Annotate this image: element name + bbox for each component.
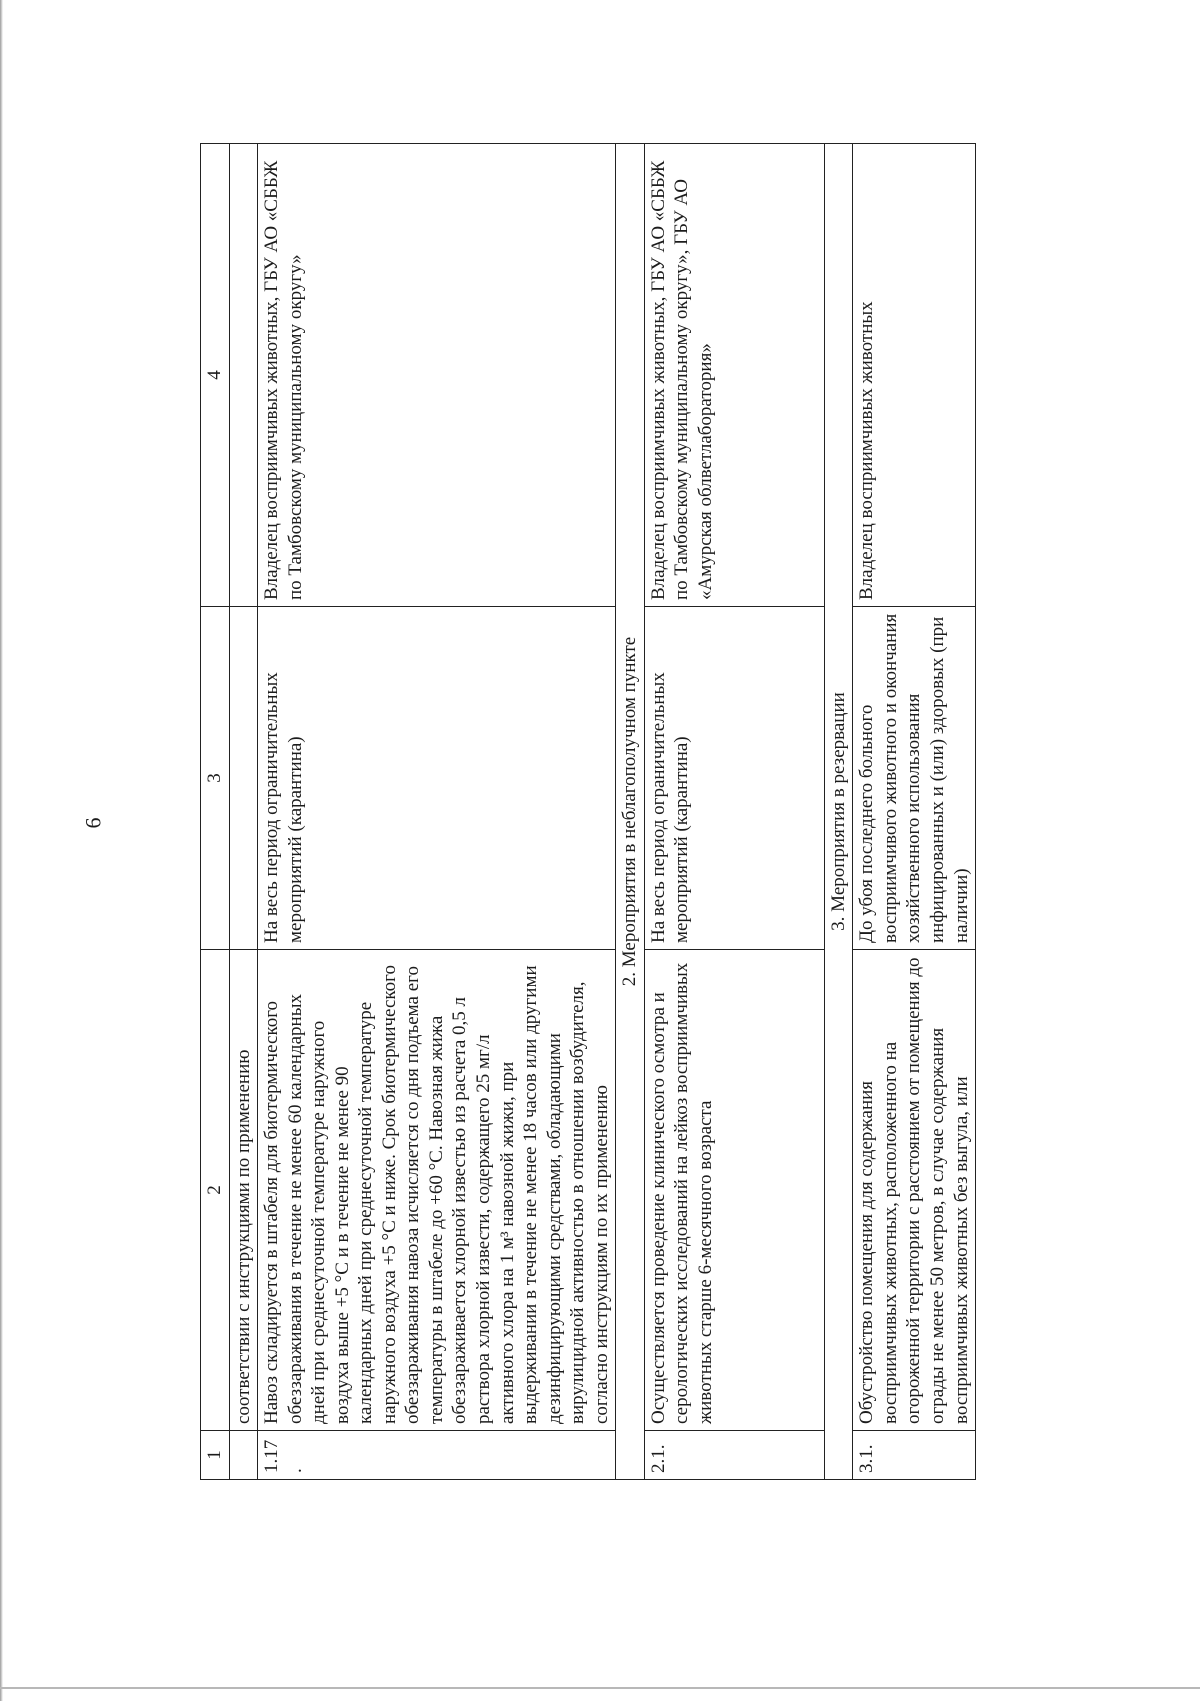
measure-text: Обустройство помещения для содержания восприимчивых животных, расположенного на огороженной территории с расстоянием от помещения до ограды не менее 50 метров, в случае содержания восприимчивых животных без выгула, или bbox=[853, 950, 976, 1431]
page-number: 6 bbox=[80, 817, 106, 829]
section-title: 2. Мероприятия в неблагополучном пункте bbox=[616, 144, 645, 1480]
row-number: 2.1. bbox=[644, 1431, 824, 1480]
scan-edge bbox=[0, 0, 3, 1701]
empty-cell bbox=[229, 1431, 258, 1480]
table-row bbox=[258, 144, 616, 1480]
table-row bbox=[853, 144, 976, 1480]
responsible-text: Владелец восприимчивых животных, ГБУ АО «СББЖ по Тамбовскому муниципальному округу», ГБУ АО «Амурская облветлаборатория» bbox=[644, 144, 824, 607]
scan-bottom-line bbox=[0, 1687, 1200, 1689]
continuation-row bbox=[229, 144, 258, 1480]
measures-table bbox=[200, 143, 976, 1480]
period-text: На весь период ограничительных мероприятий (карантина) bbox=[644, 607, 824, 950]
column-header-3: 3 bbox=[201, 607, 230, 950]
column-header-4: 4 bbox=[201, 144, 230, 607]
continuation-text: соответствии с инструкциями по применению bbox=[229, 950, 258, 1431]
empty-cell bbox=[229, 144, 258, 607]
table-header-row bbox=[201, 144, 230, 1480]
column-header-2: 2 bbox=[201, 950, 230, 1431]
section-header-row bbox=[824, 144, 853, 1480]
table-row bbox=[644, 144, 824, 1480]
section-title: 3. Мероприятия в резервации bbox=[824, 144, 853, 1480]
responsible-text: Владелец восприимчивых животных, ГБУ АО «СББЖ по Тамбовскому муниципальному округу» bbox=[258, 144, 616, 607]
empty-cell bbox=[229, 607, 258, 950]
row-number: 1.17. bbox=[258, 1431, 616, 1480]
measure-text: Осуществляется проведение клинического осмотра и серологических исследований на лейкоз восприимчивых животных старше 6-месячного возраста bbox=[644, 950, 824, 1431]
period-text: До убоя последнего больного восприимчивого животного и окончания хозяйственного использования инфицированных и (или) здоровых (при наличии) bbox=[853, 607, 976, 950]
responsible-text: Владелец восприимчивых животных bbox=[853, 144, 976, 607]
rotated-table-container bbox=[200, 150, 970, 1480]
measure-text: Навоз складируется в штабеля для биотермического обеззараживания в течение не менее 60 календарных дней при среднесуточной температуре наружного воздуха выше +5 °С и в течение не менее 90 календарных дней при среднесуточной температуре наружного воздуха +5 °С и ниже. Срок биотермического обеззараживания навоза исчисляется со дня подъема его температуры в штабеле до +60 °С. Навозная жижа обеззараживается хлорной известью из расчета 0,5 л раствора хлорной извести, содержащего 25 мг/л активного хлора на 1 м³ навозной жижи, при выдерживании в течение не менее 18 часов или другими дезинфицирующими средствами, обладающими вирулицидной активностью в отношении возбудителя, согласно инструкциям по их применению bbox=[258, 950, 616, 1431]
period-text: На весь период ограничительных мероприятий (карантина) bbox=[258, 607, 616, 950]
section-header-row bbox=[616, 144, 645, 1480]
column-header-1: 1 bbox=[201, 1431, 230, 1480]
row-number: 3.1. bbox=[853, 1431, 976, 1480]
